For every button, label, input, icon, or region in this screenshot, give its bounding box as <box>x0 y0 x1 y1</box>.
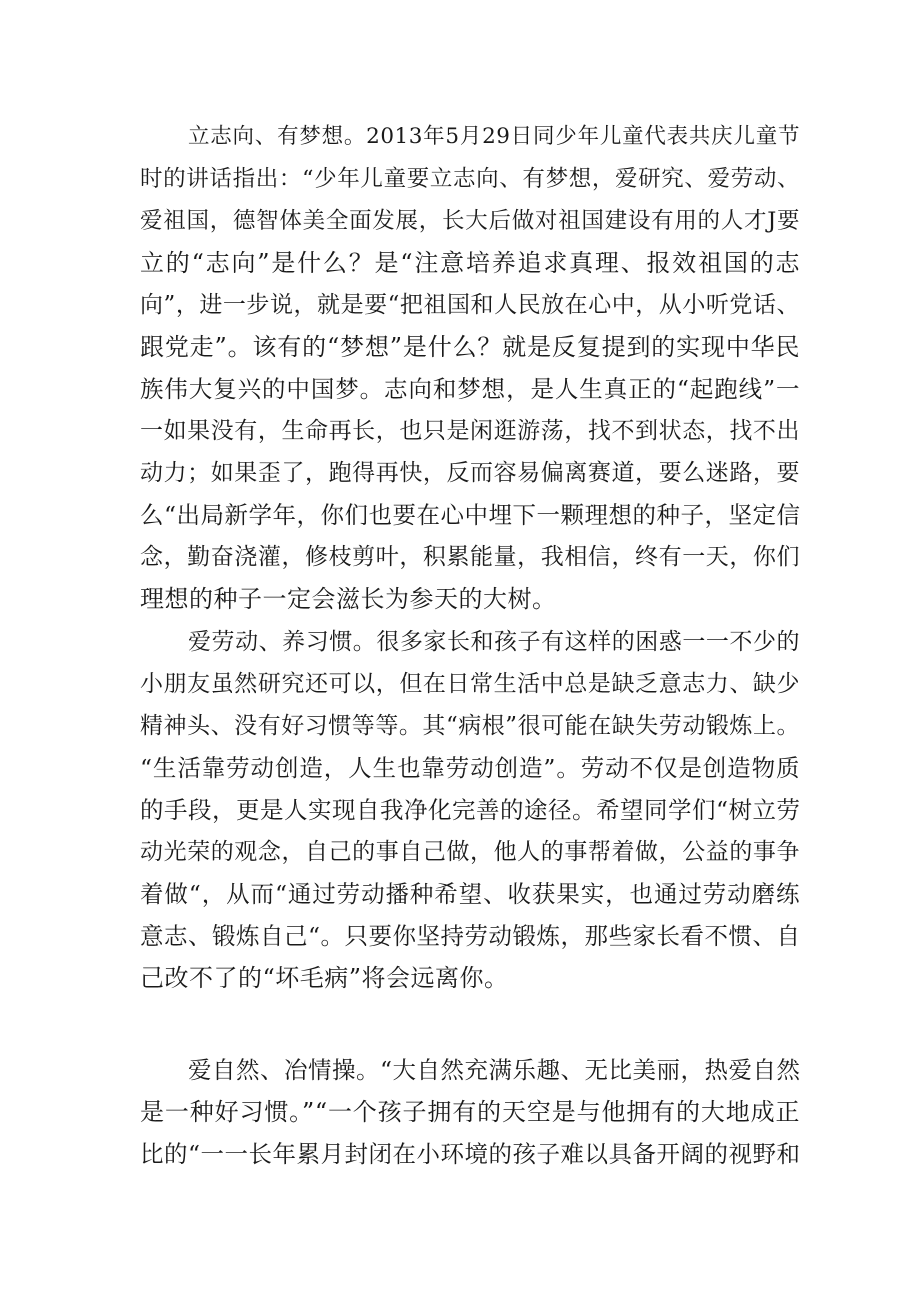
paragraph-nature <box>140 1049 800 1175</box>
paragraph-labor <box>140 621 800 999</box>
paragraph-line: 跟党走”。该有的“梦想”是什么？就是反复提到的实现中华民 <box>140 333 800 361</box>
paragraph-line: 向”，进一步说，就是要“把祖国和人民放在心中，从小听党话、 <box>140 292 800 318</box>
paragraph-line: 么“出局新学年，你们也要在心中埋下一颗理想的种子，坚定信 <box>140 501 801 529</box>
paragraph-line: 小朋友虽然研究还可以，但在日常生活中总是缺乏意志力、缺少 <box>140 671 800 697</box>
paragraph-line: 比的“一一长年累月封闭在小环境的孩子难以具备开阔的视野和 <box>140 1140 801 1168</box>
paragraph-line: 意志、锻炼自己“。只要你坚持劳动锻炼，那些家长看不惯、自 <box>140 922 801 950</box>
paragraph-line: “生活靠劳动创造，人生也靠劳动创造”。劳动不仅是创造物质 <box>140 754 800 782</box>
paragraph-line: 是一种好习惯。”“一个孩子拥有的天空是与他拥有的大地成正 <box>140 1098 800 1126</box>
paragraph-line: 立的“志向”是什么？是“注意培养追求真理、报效祖国的志 <box>140 249 800 277</box>
paragraph-line: 己改不了的“坏毛病”将会远离你。 <box>140 964 509 992</box>
paragraph-line: 立志向、有梦想。2013年5月29日同少年儿童代表共庆儿童节 <box>188 124 800 149</box>
paragraph-line: 爱祖国，德智体美全面发展，长大后做对祖国建设有用的人才J要 <box>140 208 800 234</box>
paragraph-line: 精神头、没有好习惯等等。其“病根”很可能在缺失劳动锻炼上。 <box>140 713 800 739</box>
paragraph-aspiration <box>140 116 800 620</box>
paragraph-line: 爱自然、冶情操。“大自然充满乐趣、无比美丽，热爱自然 <box>188 1056 801 1084</box>
paragraph-line: 着做“，从而“通过劳动播种希望、收获果实，也通过劳动磨练 <box>140 880 800 908</box>
paragraph-line: 动力；如果歪了，跑得再快，反而容易偏离赛道，要么迷路，要 <box>140 460 800 486</box>
paragraph-line: 动光荣的观念，自己的事自己做，他人的事帮着做，公益的事争 <box>140 839 800 865</box>
paragraph-line: 时的讲话指出：“少年儿童要立志向、有梦想，爱研究、爱劳动、 <box>140 166 800 192</box>
paragraph-line: 念，勤奋浇灌，修枝剪叶，积累能量，我相信，终有一天，你们 <box>140 544 800 570</box>
paragraph-line: 族伟大复兴的中国梦。志向和梦想，是人生真正的“起跑线”一 <box>140 375 800 403</box>
paragraph-line: 爱劳动、养习惯。很多家长和孩子有这样的困惑一一不少的 <box>188 629 800 655</box>
paragraph-line: 的手段，更是人实现自我净化完善的途径。希望同学们“树立劳 <box>140 796 801 824</box>
paragraph-line: 理想的种子一定会滋长为参天的大树。 <box>140 585 557 613</box>
paragraph-line: 一如果没有，生命再长，也只是闲逛游荡，找不到状态，找不出 <box>140 418 800 444</box>
